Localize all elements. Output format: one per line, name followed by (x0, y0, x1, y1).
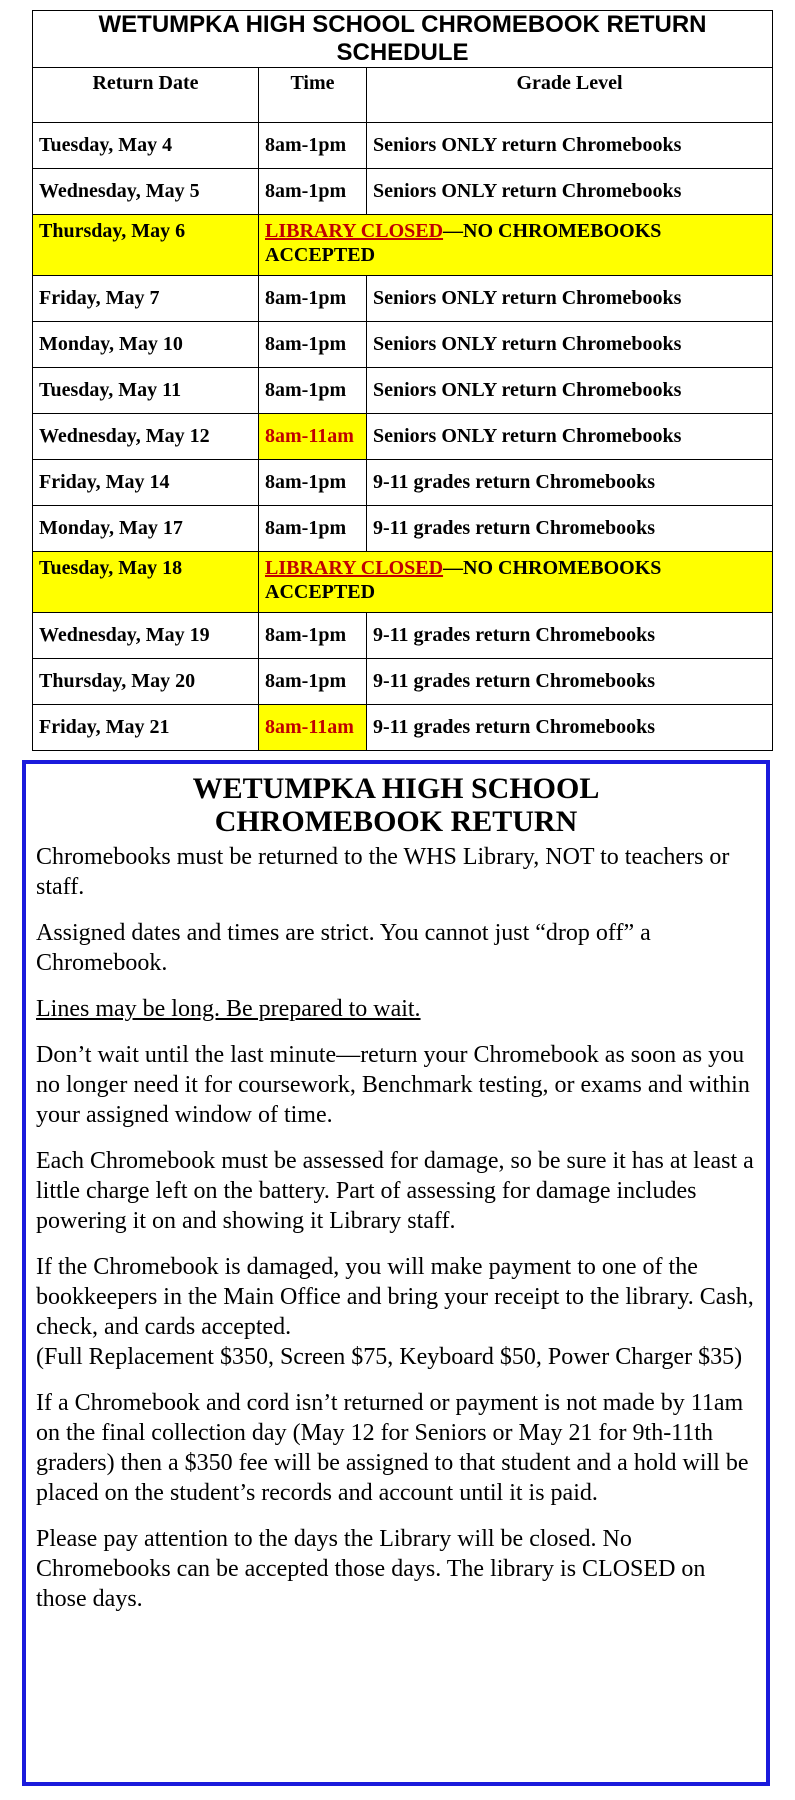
return-date: Thursday, May 20 (33, 659, 259, 705)
table-row (33, 169, 773, 215)
grade-level: 9-11 grades return Chromebooks (367, 659, 773, 705)
library-closed-label: LIBRARY CLOSED (265, 557, 444, 579)
return-date: Thursday, May 6 (33, 215, 259, 276)
closed-days-paragraph: Please pay attention to the days the Library will be closed. No Chromebooks can be accepted those days. The library is CLOSED on those days. (36, 1526, 706, 1612)
return-instructions-box (22, 760, 770, 1786)
return-date: Friday, May 14 (33, 460, 259, 506)
payment-instructions: If the Chromebook is damaged, you will make payment to one of the bookkeepers in the Main Office and bring your receipt to the library. Cash, check, and cards accepted. (36, 1254, 754, 1340)
damage-payment-paragraph (36, 1252, 756, 1372)
return-time: 8am-1pm (259, 169, 367, 215)
return-time: 8am-1pm (259, 460, 367, 506)
return-date: Tuesday, May 4 (33, 123, 259, 169)
grade-level: 9-11 grades return Chromebooks (367, 506, 773, 552)
instructions-title-line2: CHROMEBOOK RETURN (214, 805, 578, 838)
header-return-date: Return Date (33, 68, 259, 123)
grade-level: Seniors ONLY return Chromebooks (367, 169, 773, 215)
return-time: 8am-1pm (259, 276, 367, 322)
return-time: 8am-1pm (259, 506, 367, 552)
strict-schedule-paragraph: Assigned dates and times are strict. You cannot just “drop off” a Chromebook. (36, 920, 651, 976)
dont-wait-paragraph: Don’t wait until the last minute—return your Chromebook as soon as you no longer need it for coursework, Benchmark testing, or exams and within your assigned window of time. (36, 1042, 750, 1128)
table-row (33, 460, 773, 506)
table-row (33, 414, 773, 460)
return-date: Friday, May 21 (33, 705, 259, 751)
grade-level: 9-11 grades return Chromebooks (367, 460, 773, 506)
table-row (33, 123, 773, 169)
schedule-title: WETUMPKA HIGH SCHOOL CHROMEBOOK RETURN SCHEDULE (33, 11, 773, 68)
instructions-title-line1: WETUMPKA HIGH SCHOOL (192, 772, 600, 805)
return-date: Tuesday, May 11 (33, 368, 259, 414)
return-date: Wednesday, May 12 (33, 414, 259, 460)
grade-level: Seniors ONLY return Chromebooks (367, 368, 773, 414)
grade-level: 9-11 grades return Chromebooks (367, 613, 773, 659)
table-row (33, 659, 773, 705)
library-closed-notice (259, 552, 773, 613)
library-closed-label: LIBRARY CLOSED (265, 220, 444, 242)
grade-level: Seniors ONLY return Chromebooks (367, 123, 773, 169)
table-row (33, 705, 773, 751)
table-row-closed (33, 552, 773, 613)
grade-level: Seniors ONLY return Chromebooks (367, 322, 773, 368)
return-location-paragraph: Chromebooks must be returned to the WHS Library, NOT to teachers or staff. (36, 844, 730, 900)
return-time: 8am-1pm (259, 368, 367, 414)
header-time: Time (259, 68, 367, 123)
return-date: Monday, May 10 (33, 322, 259, 368)
return-date: Wednesday, May 19 (33, 613, 259, 659)
closed-notice-text: —NO CHROMEBOOKS ACCEPTED (265, 220, 662, 266)
lines-warning-paragraph: Lines may be long. Be prepared to wait. (36, 996, 421, 1022)
fee-list: (Full Replacement $350, Screen $75, Keyboard $50, Power Charger $35) (36, 1344, 743, 1370)
closed-notice-text: —NO CHROMEBOOKS ACCEPTED (265, 557, 662, 603)
grade-level: Seniors ONLY return Chromebooks (367, 276, 773, 322)
return-date: Wednesday, May 5 (33, 169, 259, 215)
grade-level: Seniors ONLY return Chromebooks (367, 414, 773, 460)
return-time-shortened: 8am-11am (259, 414, 367, 460)
table-row (33, 276, 773, 322)
return-date: Tuesday, May 18 (33, 552, 259, 613)
table-row (33, 613, 773, 659)
header-grade-level: Grade Level (367, 68, 773, 123)
table-row (33, 322, 773, 368)
return-time: 8am-1pm (259, 613, 367, 659)
library-closed-notice (259, 215, 773, 276)
table-row (33, 368, 773, 414)
return-schedule-table (32, 10, 773, 751)
instructions-title (36, 772, 756, 838)
table-row-closed (33, 215, 773, 276)
damage-assessment-paragraph: Each Chromebook must be assessed for damage, so be sure it has at least a little charge left on the battery. Part of assessing for damage includes powering it on and showing it Library staff. (36, 1148, 754, 1234)
return-time: 8am-1pm (259, 659, 367, 705)
late-fee-paragraph: If a Chromebook and cord isn’t returned or payment is not made by 11am on the final collection day (May 12 for Seniors or May 21 for 9th-11th graders) then a $350 fee will be assigned to that student and a hold will be placed on the student’s records and account until it is paid. (36, 1390, 749, 1506)
table-row (33, 506, 773, 552)
return-time-shortened: 8am-11am (259, 705, 367, 751)
return-time: 8am-1pm (259, 123, 367, 169)
return-date: Monday, May 17 (33, 506, 259, 552)
return-date: Friday, May 7 (33, 276, 259, 322)
return-time: 8am-1pm (259, 322, 367, 368)
grade-level: 9-11 grades return Chromebooks (367, 705, 773, 751)
